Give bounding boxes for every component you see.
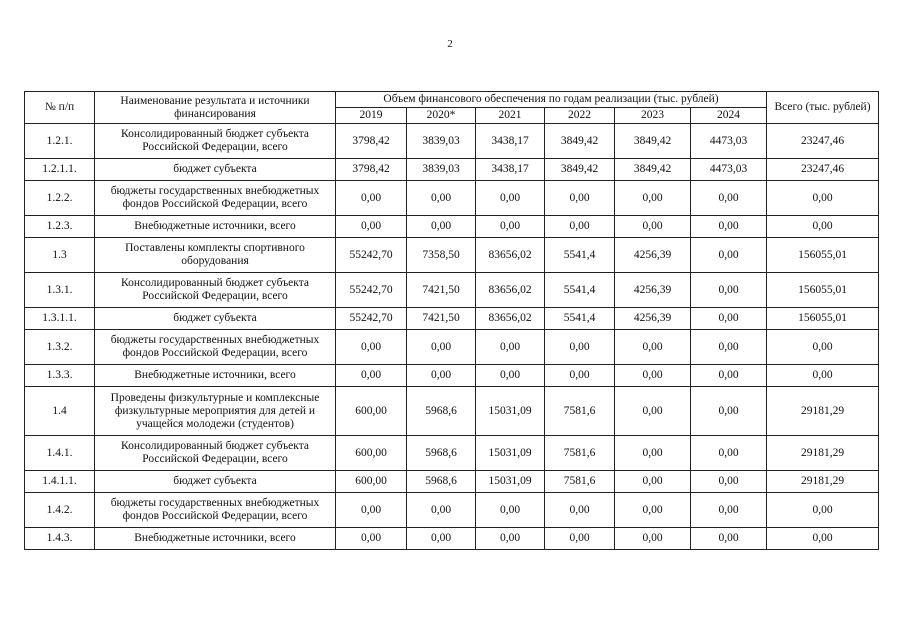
header-year: 2019 <box>336 108 407 124</box>
row-total: 156055,01 <box>767 273 879 308</box>
row-number: 1.2.1.1. <box>25 159 95 181</box>
row-value: 15031,09 <box>476 387 545 436</box>
table-row <box>25 387 879 436</box>
row-number: 1.4.1. <box>25 436 95 471</box>
row-number: 1.4.1.1. <box>25 471 95 493</box>
row-name: бюджет субъекта <box>95 159 336 181</box>
row-name: Поставлены комплекты спортивного оборудования <box>95 238 336 273</box>
row-name: Консолидированный бюджет субъекта Российской Федерации, всего <box>95 124 336 159</box>
row-number: 1.2.2. <box>25 181 95 216</box>
row-total: 0,00 <box>767 493 879 528</box>
row-value: 55242,70 <box>336 238 407 273</box>
row-value: 5968,6 <box>407 471 476 493</box>
row-value: 3849,42 <box>615 159 691 181</box>
row-number: 1.4.3. <box>25 528 95 550</box>
row-total: 0,00 <box>767 365 879 387</box>
row-number: 1.3.3. <box>25 365 95 387</box>
row-name: Внебюджетные источники, всего <box>95 528 336 550</box>
row-value: 0,00 <box>691 436 767 471</box>
row-value: 7581,6 <box>545 436 615 471</box>
row-value: 0,00 <box>336 493 407 528</box>
header-year: 2022 <box>545 108 615 124</box>
header-year: 2023 <box>615 108 691 124</box>
row-value: 0,00 <box>615 330 691 365</box>
row-name: бюджеты государственных внебюджетных фондов Российской Федерации, всего <box>95 181 336 216</box>
row-value: 0,00 <box>691 308 767 330</box>
row-value: 7581,6 <box>545 387 615 436</box>
table-row <box>25 216 879 238</box>
row-value: 0,00 <box>545 181 615 216</box>
row-number: 1.3.2. <box>25 330 95 365</box>
row-number: 1.2.1. <box>25 124 95 159</box>
row-value: 0,00 <box>691 528 767 550</box>
row-value: 83656,02 <box>476 273 545 308</box>
row-value: 0,00 <box>545 528 615 550</box>
table-row <box>25 238 879 273</box>
header-row <box>25 92 879 108</box>
row-value: 0,00 <box>476 216 545 238</box>
row-total: 29181,29 <box>767 436 879 471</box>
row-number: 1.2.3. <box>25 216 95 238</box>
table-row <box>25 471 879 493</box>
row-number: 1.3.1. <box>25 273 95 308</box>
row-value: 0,00 <box>336 528 407 550</box>
row-value: 0,00 <box>691 216 767 238</box>
table-row <box>25 273 879 308</box>
row-value: 3849,42 <box>615 124 691 159</box>
row-value: 4473,03 <box>691 159 767 181</box>
row-value: 4256,39 <box>615 238 691 273</box>
row-value: 3839,03 <box>407 159 476 181</box>
row-value: 0,00 <box>691 493 767 528</box>
row-value: 5541,4 <box>545 238 615 273</box>
table-row <box>25 159 879 181</box>
row-value: 0,00 <box>691 238 767 273</box>
table-row <box>25 330 879 365</box>
row-total: 156055,01 <box>767 308 879 330</box>
row-value: 0,00 <box>615 365 691 387</box>
table-row <box>25 528 879 550</box>
row-value: 4256,39 <box>615 308 691 330</box>
row-value: 0,00 <box>615 493 691 528</box>
row-value: 3849,42 <box>545 124 615 159</box>
row-value: 0,00 <box>476 528 545 550</box>
row-name: бюджеты государственных внебюджетных фондов Российской Федерации, всего <box>95 493 336 528</box>
row-value: 0,00 <box>615 181 691 216</box>
row-value: 3798,42 <box>336 159 407 181</box>
row-value: 0,00 <box>545 216 615 238</box>
row-total: 0,00 <box>767 181 879 216</box>
row-value: 4473,03 <box>691 124 767 159</box>
row-value: 0,00 <box>407 181 476 216</box>
row-value: 3798,42 <box>336 124 407 159</box>
row-value: 600,00 <box>336 387 407 436</box>
row-value: 5968,6 <box>407 436 476 471</box>
row-value: 4256,39 <box>615 273 691 308</box>
row-name: бюджет субъекта <box>95 471 336 493</box>
row-total: 23247,46 <box>767 124 879 159</box>
row-value: 0,00 <box>615 436 691 471</box>
row-number: 1.4.2. <box>25 493 95 528</box>
row-value: 0,00 <box>407 365 476 387</box>
table-row <box>25 436 879 471</box>
row-value: 0,00 <box>336 181 407 216</box>
row-value: 5968,6 <box>407 387 476 436</box>
row-value: 0,00 <box>691 273 767 308</box>
header-name: Наименование результата и источники финансирования <box>95 92 336 124</box>
row-value: 7581,6 <box>545 471 615 493</box>
row-name: бюджет субъекта <box>95 308 336 330</box>
row-value: 0,00 <box>476 365 545 387</box>
row-number: 1.3.1.1. <box>25 308 95 330</box>
row-name: Внебюджетные источники, всего <box>95 216 336 238</box>
row-name: Внебюджетные источники, всего <box>95 365 336 387</box>
row-number: 1.4 <box>25 387 95 436</box>
row-value: 600,00 <box>336 436 407 471</box>
row-value: 0,00 <box>691 471 767 493</box>
row-value: 0,00 <box>691 387 767 436</box>
row-number: 1.3 <box>25 238 95 273</box>
row-value: 0,00 <box>407 528 476 550</box>
row-value: 0,00 <box>615 528 691 550</box>
row-value: 0,00 <box>476 493 545 528</box>
row-value: 0,00 <box>545 330 615 365</box>
row-value: 0,00 <box>336 330 407 365</box>
row-value: 3438,17 <box>476 124 545 159</box>
row-total: 0,00 <box>767 216 879 238</box>
row-value: 3438,17 <box>476 159 545 181</box>
row-value: 0,00 <box>615 387 691 436</box>
row-total: 23247,46 <box>767 159 879 181</box>
row-value: 5541,4 <box>545 308 615 330</box>
row-value: 83656,02 <box>476 238 545 273</box>
row-value: 15031,09 <box>476 471 545 493</box>
header-year: 2020* <box>407 108 476 124</box>
row-total: 29181,29 <box>767 471 879 493</box>
row-name: бюджеты государственных внебюджетных фондов Российской Федерации, всего <box>95 330 336 365</box>
row-value: 0,00 <box>407 493 476 528</box>
row-name: Консолидированный бюджет субъекта Российской Федерации, всего <box>95 273 336 308</box>
header-num: № п/п <box>25 92 95 124</box>
header-year: 2021 <box>476 108 545 124</box>
row-value: 5541,4 <box>545 273 615 308</box>
table-row <box>25 124 879 159</box>
row-value: 7358,50 <box>407 238 476 273</box>
row-value: 600,00 <box>336 471 407 493</box>
row-value: 0,00 <box>407 216 476 238</box>
row-name: Консолидированный бюджет субъекта Российской Федерации, всего <box>95 436 336 471</box>
row-total: 29181,29 <box>767 387 879 436</box>
page-number: 2 <box>447 38 453 50</box>
row-value: 55242,70 <box>336 273 407 308</box>
row-total: 0,00 <box>767 330 879 365</box>
row-value: 7421,50 <box>407 308 476 330</box>
financing-table <box>24 91 879 550</box>
row-value: 0,00 <box>476 330 545 365</box>
row-total: 156055,01 <box>767 238 879 273</box>
row-value: 0,00 <box>545 493 615 528</box>
row-value: 0,00 <box>615 216 691 238</box>
row-value: 0,00 <box>476 181 545 216</box>
table-body <box>25 124 879 550</box>
row-value: 3839,03 <box>407 124 476 159</box>
row-value: 55242,70 <box>336 308 407 330</box>
row-value: 0,00 <box>336 216 407 238</box>
row-value: 0,00 <box>691 330 767 365</box>
row-value: 0,00 <box>615 471 691 493</box>
header-total: Всего (тыс. рублей) <box>767 92 879 124</box>
row-value: 0,00 <box>691 365 767 387</box>
row-name: Проведены физкультурные и комплексные физкультурные мероприятия для детей и учащейся молодежи (студентов) <box>95 387 336 436</box>
row-total: 0,00 <box>767 528 879 550</box>
table-row <box>25 493 879 528</box>
table-row <box>25 308 879 330</box>
row-value: 7421,50 <box>407 273 476 308</box>
row-value: 3849,42 <box>545 159 615 181</box>
row-value: 0,00 <box>691 181 767 216</box>
header-volume: Объем финансового обеспечения по годам реализации (тыс. рублей) <box>336 92 767 108</box>
row-value: 0,00 <box>336 365 407 387</box>
table-row <box>25 181 879 216</box>
header-year: 2024 <box>691 108 767 124</box>
row-value: 15031,09 <box>476 436 545 471</box>
row-value: 0,00 <box>545 365 615 387</box>
row-value: 0,00 <box>407 330 476 365</box>
row-value: 83656,02 <box>476 308 545 330</box>
table-row <box>25 365 879 387</box>
